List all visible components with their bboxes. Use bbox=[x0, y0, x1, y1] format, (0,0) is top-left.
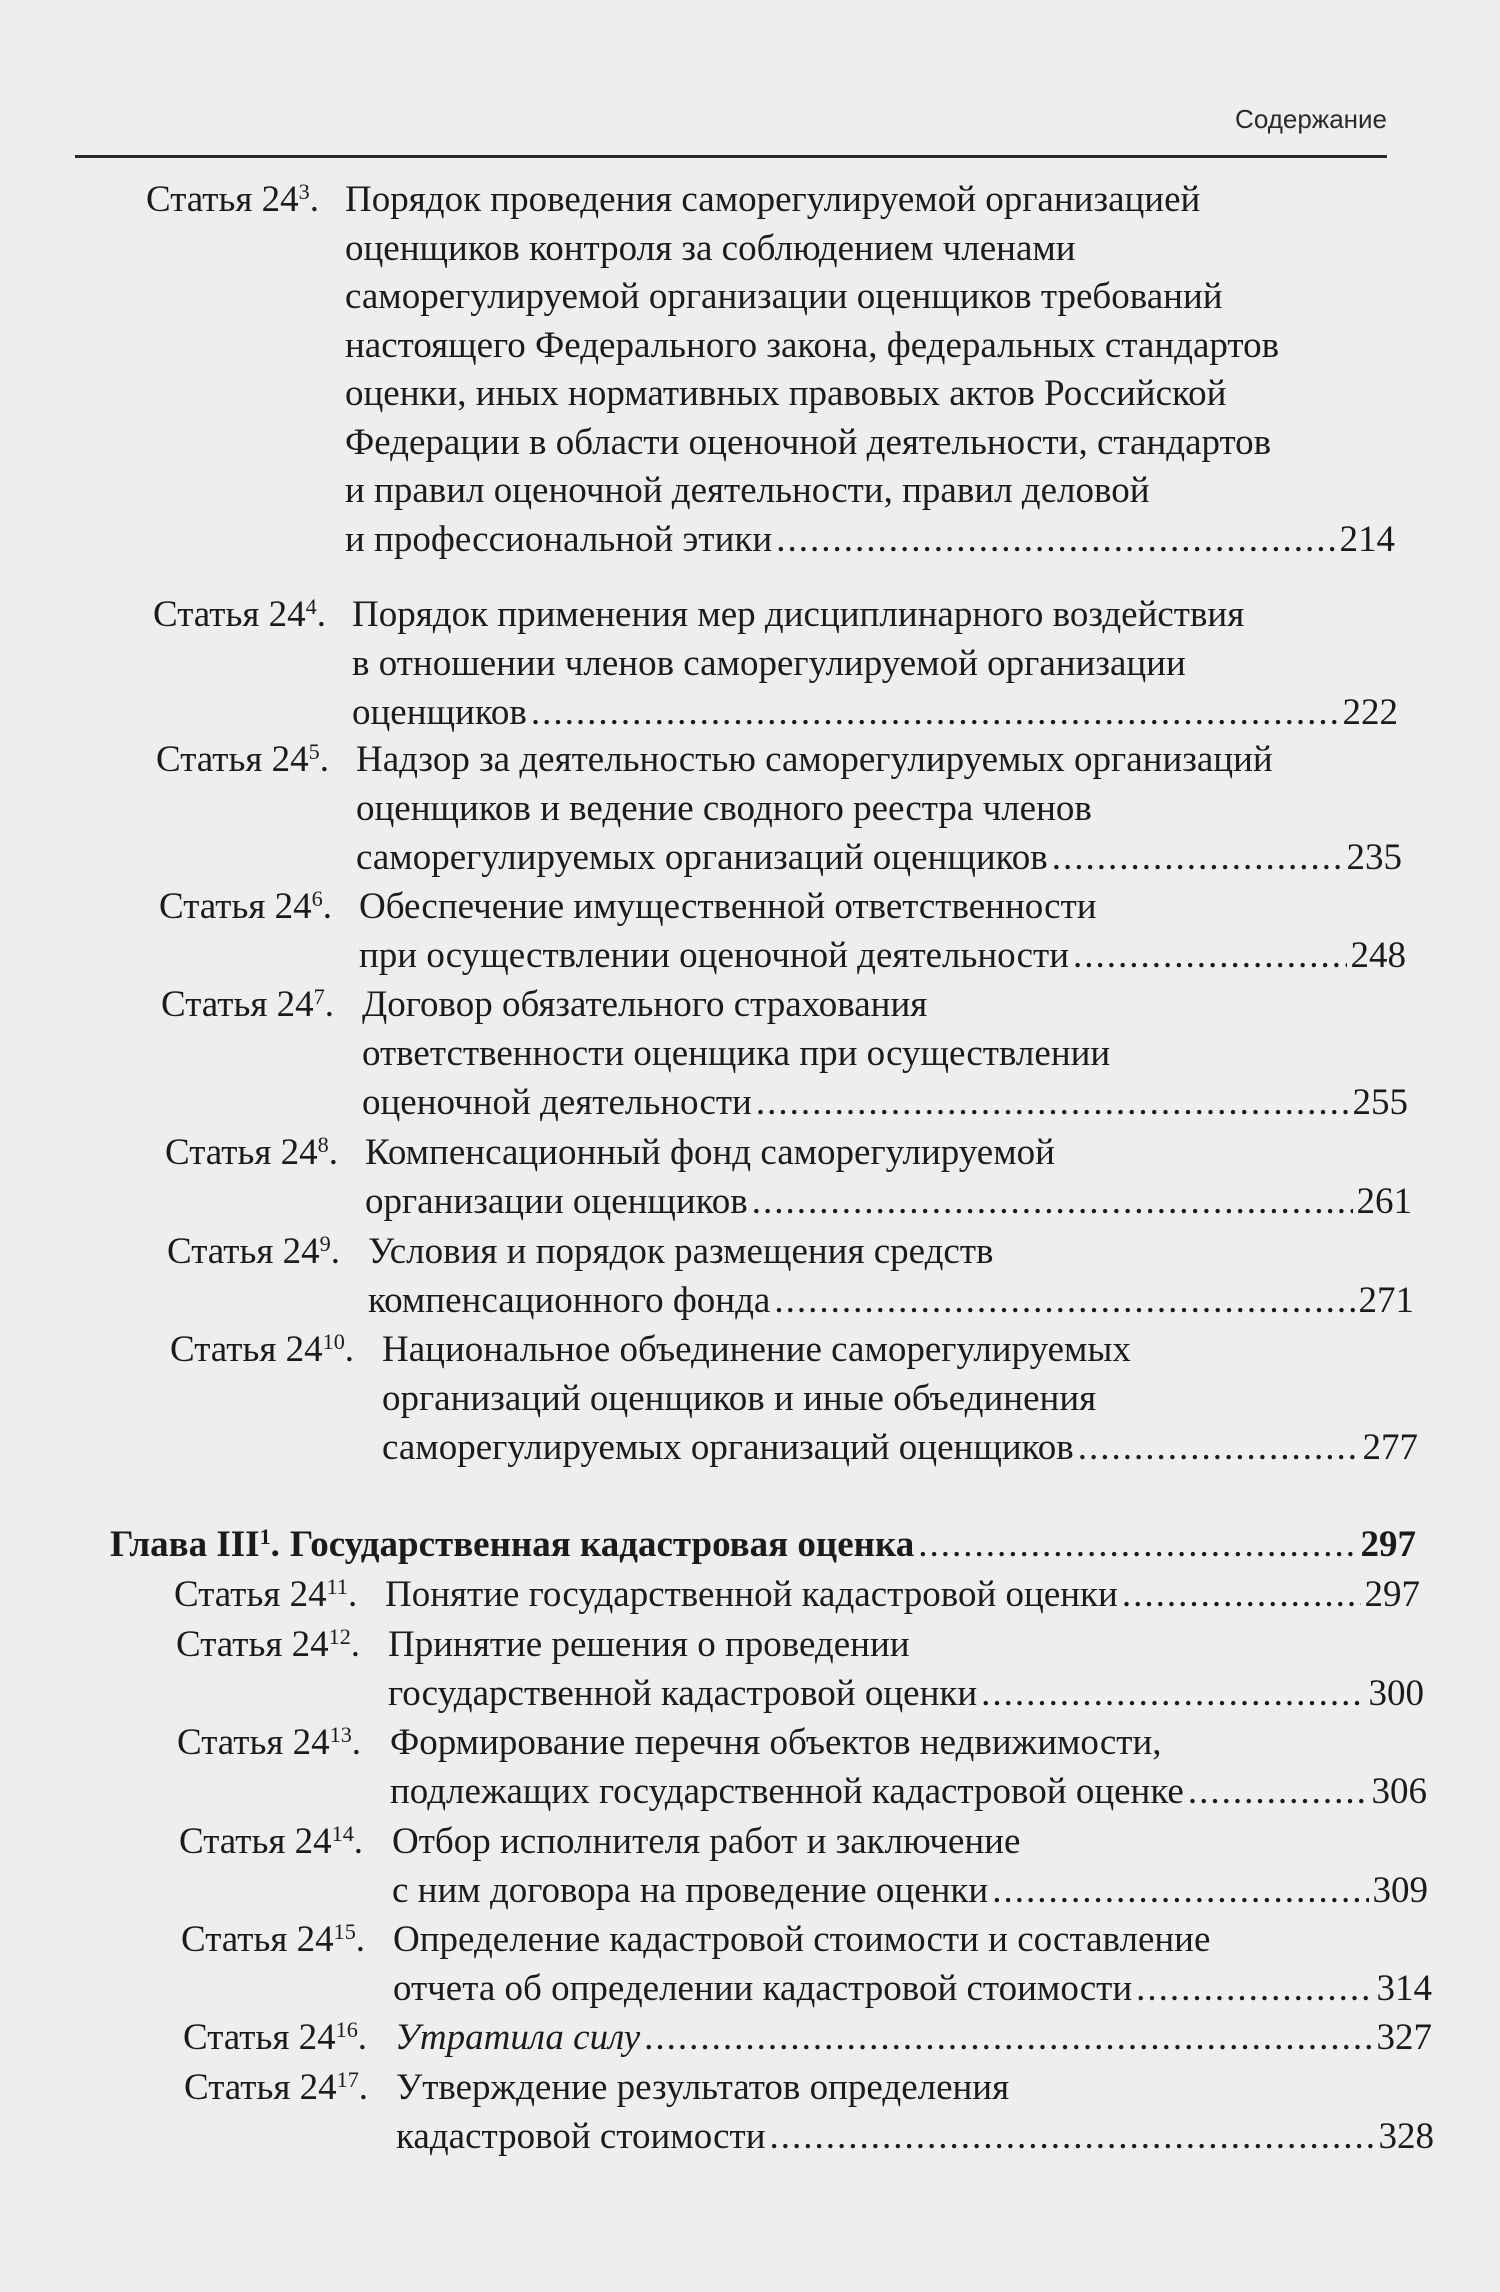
toc-entry-label bbox=[181, 1915, 365, 1964]
page-number: 309 bbox=[1372, 1870, 1428, 1911]
dot-leader bbox=[752, 1177, 1353, 1226]
label-superscript: 11 bbox=[326, 1573, 348, 1599]
toc-entry-title: с ним договора на проведение оценки bbox=[392, 1870, 989, 1911]
toc-entry-line: Порядок проведения саморегулируемой организацией bbox=[345, 179, 1201, 220]
toc-entry-line: Определение кадастровой стоимости и составление bbox=[393, 1919, 1211, 1960]
label-text: Статья 24 bbox=[167, 1231, 320, 1272]
toc-entry-label bbox=[161, 980, 334, 1029]
toc-entry-title: Утратила силу bbox=[395, 2017, 641, 2058]
toc-entry-line: Отбор исполнителя работ и заключение bbox=[392, 1821, 1021, 1862]
toc-entry-last-line bbox=[359, 931, 1406, 980]
toc-entry-last-line bbox=[395, 2013, 1432, 2062]
page-number: 297 bbox=[1360, 1524, 1416, 1565]
dot-leader bbox=[756, 1078, 1349, 1127]
toc-entry-line: саморегулируемой организации оценщиков требований bbox=[345, 276, 1223, 317]
toc-entry-last-line bbox=[396, 2112, 1434, 2161]
label-separator: . bbox=[351, 1722, 362, 1763]
label-separator: . bbox=[316, 594, 326, 635]
label-text: Статья 24 bbox=[156, 739, 309, 780]
toc-entry-last-line bbox=[390, 1767, 1427, 1816]
label-superscript: 9 bbox=[319, 1230, 331, 1256]
label-text: Глава III bbox=[110, 1524, 260, 1565]
toc-entry-title: оценочной деятельности bbox=[362, 1082, 752, 1123]
page-number: 306 bbox=[1371, 1771, 1427, 1812]
label-separator: . bbox=[357, 2017, 368, 2058]
label-superscript: 10 bbox=[322, 1328, 345, 1354]
label-separator: . bbox=[309, 179, 319, 220]
toc-entry-label bbox=[159, 882, 332, 931]
toc-entry-label bbox=[183, 2013, 367, 2062]
label-text: Статья 24 bbox=[161, 984, 314, 1025]
toc-entry-label bbox=[177, 1718, 361, 1767]
toc-entry-label bbox=[170, 1325, 354, 1374]
label-superscript: 8 bbox=[317, 1131, 329, 1157]
dot-leader bbox=[1073, 931, 1347, 980]
dot-leader bbox=[774, 1276, 1354, 1325]
label-text: Статья 24 bbox=[181, 1919, 334, 1960]
label-text: Статья 24 bbox=[176, 1624, 329, 1665]
label-separator: . bbox=[270, 1524, 280, 1565]
toc-entry-line: Утверждение результатов определения bbox=[396, 2067, 1010, 2108]
toc-entry-label bbox=[146, 175, 319, 224]
toc-entry-line: Договор обязательного страхования bbox=[362, 984, 928, 1025]
toc-entry-title: и профессиональной этики bbox=[345, 518, 773, 560]
toc-entry-line: оценщиков контроля за соблюдением членами bbox=[345, 227, 1076, 269]
toc-entry-line: в отношении членов саморегулируемой организации bbox=[352, 643, 1186, 684]
toc-entry-line: Обеспечение имущественной ответственности bbox=[359, 886, 1097, 927]
toc-entry-label bbox=[165, 1128, 338, 1177]
toc-entry-title: организации оценщиков bbox=[365, 1181, 748, 1222]
toc-entry-line: Порядок применения мер дисциплинарного воздействия bbox=[352, 594, 1245, 635]
label-separator: . bbox=[344, 1329, 355, 1370]
label-separator: . bbox=[358, 2067, 369, 2108]
toc-entry-last-line bbox=[290, 1520, 1416, 1569]
label-superscript: 13 bbox=[329, 1721, 352, 1747]
toc-entry-line: Принятие решения о проведении bbox=[388, 1624, 910, 1665]
dot-leader bbox=[981, 1669, 1364, 1718]
toc-entry-line: организаций оценщиков и иные объединения bbox=[382, 1378, 1097, 1419]
label-superscript: 17 bbox=[336, 2066, 359, 2092]
toc-entry-last-line bbox=[362, 1078, 1408, 1127]
toc-entry-last-line bbox=[352, 688, 1398, 737]
toc-entry-title: Государственная кадастровая оценка bbox=[289, 1524, 915, 1565]
toc-entry-line: оценщиков и ведение сводного реестра членов bbox=[356, 788, 1092, 829]
label-text: Статья 24 bbox=[183, 2017, 336, 2058]
label-text: Статья 24 bbox=[153, 594, 306, 635]
toc-entry-label bbox=[174, 1570, 357, 1619]
label-superscript: 16 bbox=[335, 2016, 358, 2042]
dot-leader bbox=[992, 1866, 1368, 1915]
label-superscript: 5 bbox=[308, 738, 320, 764]
toc-entry-line: Федерации в области оценочной деятельности, стандартов bbox=[345, 421, 1272, 463]
dot-leader bbox=[1136, 1964, 1372, 2013]
toc-entry-last-line bbox=[388, 1669, 1424, 1718]
toc-entry-title: при осуществлении оценочной деятельности bbox=[359, 935, 1069, 976]
label-separator: . bbox=[319, 739, 329, 780]
toc-entry-title: кадастровой стоимости bbox=[396, 2116, 766, 2157]
dot-leader bbox=[1122, 1570, 1361, 1619]
label-superscript: 3 bbox=[298, 178, 310, 204]
label-separator: . bbox=[322, 886, 332, 927]
label-superscript: 4 bbox=[305, 593, 317, 619]
dot-leader bbox=[1078, 1423, 1359, 1472]
label-text: Статья 24 bbox=[177, 1722, 330, 1763]
toc-entry-title: саморегулируемых организаций оценщиков bbox=[382, 1427, 1074, 1468]
dot-leader bbox=[644, 2013, 1372, 2062]
toc-entry-line: и правил оценочной деятельности, правил деловой bbox=[345, 470, 1150, 511]
toc-entry-line: Формирование перечня объектов недвижимости, bbox=[390, 1722, 1162, 1763]
label-text: Статья 24 bbox=[174, 1574, 327, 1615]
toc-entry-title: оценщиков bbox=[352, 692, 527, 733]
toc-entry-line: Условия и порядок размещения средств bbox=[368, 1231, 994, 1272]
toc-entry-last-line bbox=[356, 833, 1402, 882]
toc-entry-label bbox=[156, 735, 329, 784]
page-number: 235 bbox=[1346, 837, 1402, 878]
page-number: 328 bbox=[1378, 2116, 1434, 2157]
page-number: 297 bbox=[1364, 1574, 1420, 1615]
label-text: Статья 24 bbox=[159, 886, 312, 927]
toc-entry-title: государственной кадастровой оценки bbox=[388, 1673, 978, 1714]
page-number: 300 bbox=[1368, 1673, 1424, 1714]
label-separator: . bbox=[330, 1231, 340, 1272]
toc-entry-title: компенсационного фонда bbox=[368, 1280, 771, 1321]
toc-entry-title: подлежащих государственной кадастровой оценке bbox=[390, 1771, 1184, 1812]
toc-entry-label bbox=[176, 1620, 360, 1669]
toc-entry-line: Компенсационный фонд саморегулируемой bbox=[365, 1132, 1055, 1173]
label-text: Статья 24 bbox=[179, 1821, 332, 1862]
running-header-title: Содержание bbox=[1235, 104, 1387, 134]
toc-entry-label bbox=[167, 1227, 340, 1276]
label-superscript: 7 bbox=[313, 983, 325, 1009]
label-superscript: 12 bbox=[328, 1623, 351, 1649]
label-superscript: 15 bbox=[333, 1918, 356, 1944]
page-number: 277 bbox=[1362, 1427, 1418, 1468]
toc-entry-title: отчета об определении кадастровой стоимости bbox=[393, 1968, 1133, 2009]
label-separator: . bbox=[353, 1821, 364, 1862]
label-separator: . bbox=[350, 1624, 361, 1665]
label-superscript: 6 bbox=[311, 885, 323, 911]
label-separator: . bbox=[347, 1574, 358, 1615]
dot-leader bbox=[770, 2112, 1375, 2161]
toc-entry-label bbox=[179, 1817, 363, 1866]
toc-entry-last-line bbox=[382, 1423, 1418, 1472]
page-number: 214 bbox=[1339, 518, 1395, 560]
dot-leader bbox=[1052, 833, 1343, 882]
dot-leader bbox=[776, 515, 1335, 564]
page-number: 222 bbox=[1342, 692, 1398, 733]
dot-leader bbox=[1188, 1767, 1368, 1816]
toc-entry-last-line bbox=[368, 1276, 1414, 1325]
toc-entry-last-line bbox=[393, 1964, 1432, 2013]
dot-leader bbox=[531, 688, 1339, 737]
toc-entry-title: саморегулируемых организаций оценщиков bbox=[356, 837, 1048, 878]
toc-entry-line: Надзор за деятельностью саморегулируемых организаций bbox=[356, 739, 1273, 780]
page-number: 271 bbox=[1358, 1280, 1414, 1321]
toc-entry-line: Национальное объединение саморегулируемых bbox=[382, 1329, 1131, 1370]
toc-entry-label bbox=[184, 2063, 368, 2112]
toc-entry-line: ответственности оценщика при осуществлении bbox=[362, 1033, 1111, 1074]
label-separator: . bbox=[328, 1132, 338, 1173]
page-number: 248 bbox=[1350, 935, 1406, 976]
page-number: 255 bbox=[1352, 1082, 1408, 1123]
toc-entry-last-line bbox=[385, 1570, 1420, 1619]
toc-entry-last-line bbox=[345, 515, 1395, 564]
page-number: 261 bbox=[1356, 1181, 1412, 1222]
toc-entry-title: Понятие государственной кадастровой оценки bbox=[385, 1574, 1118, 1615]
label-text: Статья 24 bbox=[165, 1132, 318, 1173]
toc-entry-line: оценки, иных нормативных правовых актов Российской bbox=[345, 373, 1227, 414]
label-superscript: 1 bbox=[259, 1523, 271, 1549]
toc-entry-last-line bbox=[392, 1866, 1428, 1915]
toc-entry-label bbox=[110, 1520, 280, 1569]
page-number: 314 bbox=[1376, 1968, 1432, 2009]
dot-leader bbox=[918, 1520, 1356, 1569]
label-superscript: 14 bbox=[331, 1820, 354, 1846]
label-text: Статья 24 bbox=[184, 2067, 337, 2108]
label-text: Статья 24 bbox=[146, 179, 299, 220]
page-number: 327 bbox=[1376, 2017, 1432, 2058]
label-text: Статья 24 bbox=[170, 1329, 323, 1370]
label-separator: . bbox=[324, 984, 334, 1025]
toc-entry-last-line bbox=[365, 1177, 1412, 1226]
toc-entry-label bbox=[153, 590, 326, 639]
toc-entry-line: настоящего Федерального закона, федеральных стандартов bbox=[345, 324, 1280, 366]
label-separator: . bbox=[355, 1919, 366, 1960]
